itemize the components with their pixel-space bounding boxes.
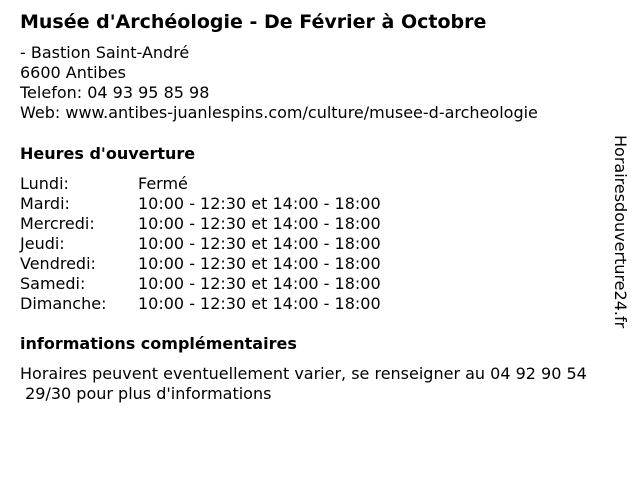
info-text: Horaires peuvent eventuellement varier, se renseigner au 04 92 90 54 29/30 pour plus d'informations bbox=[20, 364, 587, 403]
site-watermark: Horairesdouverture24.fr bbox=[611, 135, 630, 329]
hours-time: 10:00 - 12:30 et 14:00 - 18:00 bbox=[138, 294, 381, 313]
hours-time: 10:00 - 12:30 et 14:00 - 18:00 bbox=[138, 234, 381, 253]
address-city: 6600 Antibes bbox=[20, 63, 126, 82]
hours-time: 10:00 - 12:30 et 14:00 - 18:00 bbox=[138, 274, 381, 293]
place-card bbox=[20, 10, 620, 404]
hours-time: 10:00 - 12:30 et 14:00 - 18:00 bbox=[138, 194, 381, 213]
address-web: Web: www.antibes-juanlespins.com/culture/musee-d-archeologie bbox=[20, 103, 538, 122]
address-block bbox=[20, 43, 620, 123]
hours-table bbox=[20, 174, 620, 314]
hours-row-mercredi bbox=[20, 214, 620, 234]
hours-day: Mardi: bbox=[20, 194, 70, 213]
hours-time: 10:00 - 12:30 et 14:00 - 18:00 bbox=[138, 254, 381, 273]
hours-day: Samedi: bbox=[20, 274, 86, 293]
hours-row-lundi bbox=[20, 174, 620, 194]
hours-day: Dimanche: bbox=[20, 294, 107, 313]
hours-time: Fermé bbox=[138, 174, 188, 193]
hours-row-jeudi bbox=[20, 234, 620, 254]
hours-day: Jeudi: bbox=[20, 234, 65, 253]
hours-day: Vendredi: bbox=[20, 254, 96, 273]
hours-row-mardi bbox=[20, 194, 620, 214]
hours-row-dimanche bbox=[20, 294, 620, 314]
hours-day: Lundi: bbox=[20, 174, 69, 193]
hours-day: Mercredi: bbox=[20, 214, 95, 233]
hours-row-samedi bbox=[20, 274, 620, 294]
page-title: Musée d'Archéologie - De Février à Octobre bbox=[20, 11, 487, 33]
address-phone: Telefon: 04 93 95 85 98 bbox=[20, 83, 210, 102]
address-street: - Bastion Saint-André bbox=[20, 43, 190, 62]
hours-time: 10:00 - 12:30 et 14:00 - 18:00 bbox=[138, 214, 381, 233]
info-heading: informations complémentaires bbox=[20, 334, 297, 353]
hours-heading: Heures d'ouverture bbox=[20, 144, 196, 163]
hours-row-vendredi bbox=[20, 254, 620, 274]
